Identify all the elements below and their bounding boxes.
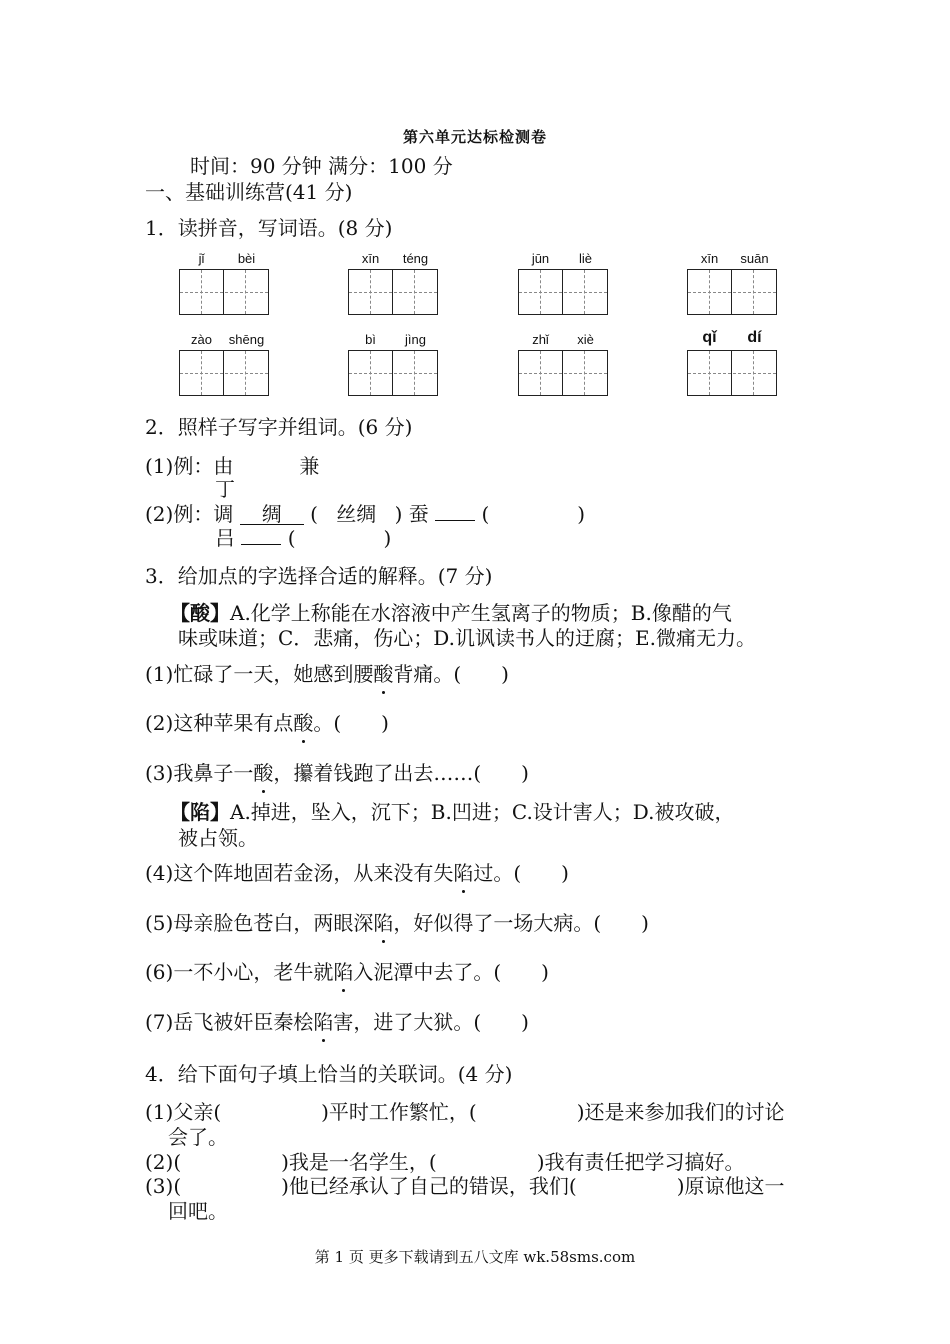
item-text: (5)母亲脸色苍白，两眼深: [145, 911, 374, 935]
page-footer: 第 1 页 更多下载请到五八文库 wk.58sms.com: [314, 1248, 636, 1266]
item-text: 入泥潭中去了。( ): [353, 960, 549, 984]
pinyin-syllable: liè: [578, 251, 592, 266]
pinyin-syllable: suān: [740, 251, 769, 266]
dotted-char: 酸: [253, 757, 273, 786]
pinyin-syllable: zào: [191, 332, 212, 347]
item-text: (4)这个阵地固若金汤，从来没有失: [145, 861, 454, 885]
q2-title: 2．照样子写字并组词。(6 分): [145, 415, 413, 439]
answer-blank[interactable]: [435, 520, 475, 521]
writing-box[interactable]: [179, 269, 269, 315]
writing-box[interactable]: [687, 269, 777, 315]
writing-box[interactable]: [518, 350, 608, 396]
dotted-char: 陷: [313, 1006, 333, 1035]
dotted-char: 酸: [293, 707, 313, 736]
item-text: ，好似得了一场大病。( ): [393, 911, 649, 935]
q1-title: 1．读拼音，写词语。(8 分): [145, 216, 393, 240]
item-text: ，攥着钱跑了出去……( ): [273, 761, 529, 785]
pinyin-syllable: qǐ: [702, 329, 717, 346]
pinyin-syllable: dí: [747, 329, 762, 346]
section-heading: 一、基础训练营(41 分): [145, 180, 353, 204]
paren: (: [310, 502, 318, 526]
question-item: [145, 857, 569, 886]
pinyin-syllable: xiè: [577, 332, 594, 347]
q2-char: 蚕: [408, 502, 429, 526]
pinyin-syllable: xīn: [700, 251, 719, 266]
paren: ): [383, 526, 392, 550]
pinyin-syllable: zhǐ: [532, 332, 549, 347]
sentence-line: 回吧。: [168, 1199, 228, 1223]
pinyin-syllable: bèi: [237, 251, 256, 266]
writing-box[interactable]: [348, 269, 438, 315]
definition-head: 【酸】: [170, 601, 230, 625]
q2-line2b: [215, 522, 391, 551]
writing-box[interactable]: [348, 350, 438, 396]
writing-box[interactable]: [179, 350, 269, 396]
pinyin-syllable: jūn: [531, 251, 550, 266]
item-text: 过。( ): [473, 861, 569, 885]
definition-line: 味或味道；C．悲痛，伤心；D.讥讽读书人的迂腐；E.微痛无力。: [178, 626, 756, 650]
dotted-char: 酸: [373, 658, 393, 687]
question-item: [145, 707, 389, 736]
definition-text: [170, 796, 734, 825]
question-item: [145, 757, 529, 786]
q2-example2: (2)例：调: [145, 502, 234, 526]
pinyin-syllable: jìng: [405, 332, 426, 347]
item-text: (6)一不小心，老牛就: [145, 960, 334, 984]
pinyin-syllable: jǐ: [198, 251, 205, 266]
paren: ): [394, 502, 403, 526]
q2-char: 丁: [215, 477, 235, 501]
paren: ): [577, 502, 586, 526]
example-word: 丝绸: [336, 502, 377, 526]
dotted-char: 陷: [453, 857, 473, 886]
question-item: [145, 907, 649, 936]
item-text: (2)这种苹果有点: [145, 711, 294, 735]
item-text: 害，进了大狱。( ): [333, 1010, 529, 1034]
item-text: (7)岳飞被奸臣秦桧: [145, 1010, 314, 1034]
definition-head: 【陷】: [170, 800, 230, 824]
pinyin-syllable: téng: [402, 251, 429, 266]
dotted-char: 陷: [333, 956, 353, 985]
item-text: 背痛。( ): [393, 662, 509, 686]
definition-line: A.掉进，坠入，沉下；B.凹进；C.设计害人；D.被攻破，: [230, 800, 735, 824]
definition-line: 被占领。: [178, 826, 258, 850]
pinyin-syllable: xīn: [361, 251, 380, 266]
q2-char: 吕: [215, 526, 235, 550]
sentence-line: (3)( )他已经承认了自己的错误，我们( )原谅他这一: [145, 1174, 785, 1198]
q2-example1: (1)例：由: [145, 454, 234, 478]
dotted-char: 陷: [373, 907, 393, 936]
pinyin-syllable: shēng: [228, 332, 265, 347]
definition-line: A.化学上称能在水溶液中产生氢离子的物质；B.像醋的气: [230, 601, 732, 625]
page-title: 第六单元达标检测卷: [402, 128, 547, 146]
item-text: 。( ): [313, 711, 389, 735]
sentence-line: (2)( )我是一名学生，( )我有责任把学习搞好。: [145, 1150, 745, 1174]
q3-title: 3．给加点的字选择合适的解释。(7 分): [145, 564, 493, 588]
sentence-line: (1)父亲( )平时工作繁忙，( )还是来参加我们的讨论: [145, 1100, 785, 1124]
question-item: [145, 956, 549, 985]
paren: (: [287, 526, 296, 550]
answer-blank[interactable]: [241, 544, 281, 545]
writing-box[interactable]: [687, 350, 777, 396]
paren: (: [481, 502, 490, 526]
exam-meta: 时间：90 分钟 满分：100 分: [190, 154, 453, 178]
question-item: [145, 658, 509, 687]
q4-title: 4．给下面句子填上恰当的关联词。(4 分): [145, 1062, 513, 1086]
question-item: [145, 1006, 529, 1035]
pinyin-syllable: bì: [365, 332, 376, 347]
answer-blank[interactable]: 绸: [240, 504, 304, 525]
sentence-line: 会了。: [168, 1125, 228, 1149]
q2-char: 兼: [299, 454, 320, 478]
item-text: (3)我鼻子一: [145, 761, 254, 785]
item-text: (1)忙碌了一天，她感到腰: [145, 662, 374, 686]
writing-box[interactable]: [518, 269, 608, 315]
